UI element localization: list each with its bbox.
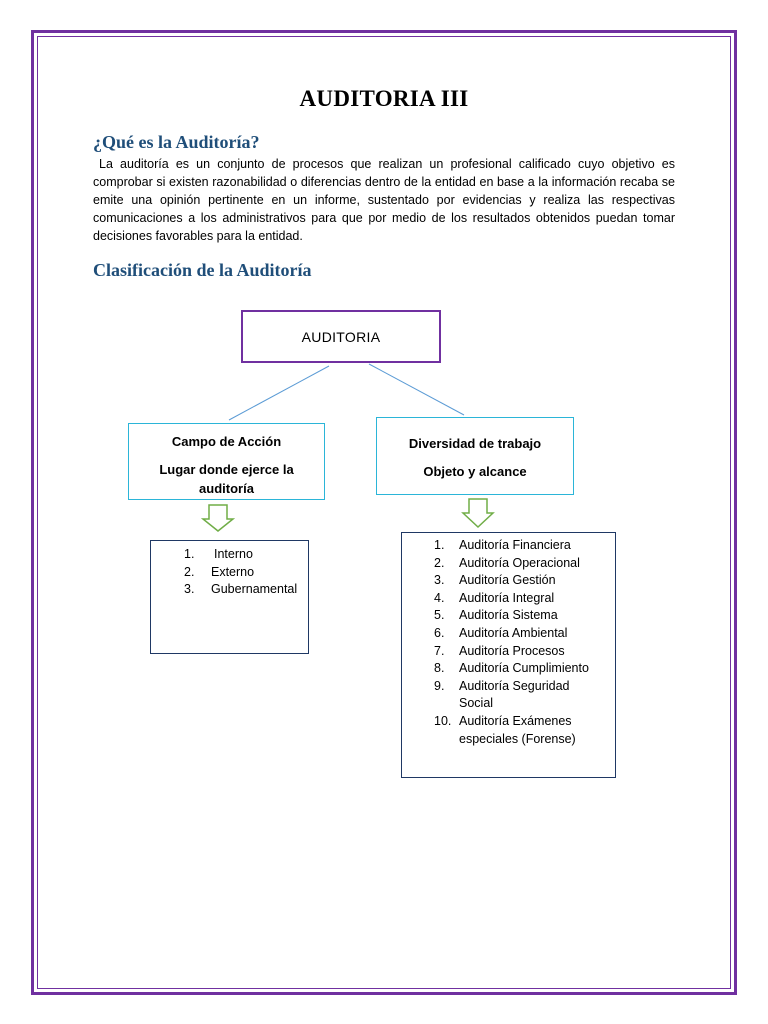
- list-item: [184, 546, 308, 564]
- diagram-node-campo-accion: [128, 423, 325, 500]
- node-title: Diversidad de trabajo: [408, 436, 542, 451]
- item-number: 2.: [184, 564, 195, 579]
- item-label: Auditoría Seguridad Social: [459, 678, 570, 711]
- item-label: Auditoría Cumplimiento: [459, 661, 589, 676]
- item-label: Auditoría Exámenes especiales (Forense): [459, 713, 576, 746]
- item-number: 3.: [434, 573, 445, 588]
- diagram-root-node: AUDITORIA: [241, 310, 441, 363]
- item-label: Externo: [211, 564, 255, 579]
- item-label: Gubernamental: [211, 582, 298, 597]
- item-number: 1.: [434, 538, 445, 552]
- list-item: [184, 564, 308, 582]
- list-campo-accion: [150, 540, 309, 654]
- item-number: 10.: [434, 713, 452, 728]
- list-item: [434, 555, 615, 573]
- node-subtitle: Lugar donde ejerce la auditoría: [159, 462, 294, 496]
- item-label: Auditoría Operacional: [459, 555, 580, 570]
- item-label: Interno: [214, 547, 253, 561]
- section-heading-what-is: ¿Qué es la Auditoría?: [93, 132, 260, 152]
- down-arrow-icon: [203, 505, 233, 531]
- list-item: [434, 660, 615, 678]
- item-label: Auditoría Ambiental: [459, 625, 568, 640]
- item-label: Auditoría Financiera: [459, 538, 571, 552]
- connector-right: [369, 364, 464, 415]
- item-number: 3.: [184, 582, 195, 597]
- item-label: Auditoría Gestión: [459, 573, 556, 588]
- document-title: AUDITORIA III: [299, 86, 469, 111]
- item-number: 2.: [434, 555, 445, 570]
- item-number: 6.: [434, 625, 445, 640]
- definition-paragraph: La auditoría es un conjunto de procesos que realizan un profesional calificado cuyo objetivo es comprobar si existen razonabilidad o diferencias dentro de la entidad en base a la información recaba se emite una opinión pertinente en un informe, sustentado por evidencias y realiza las respectivas comunicaciones a los administrativos para que por medio de los resultados obtenidos puedan tomar decisiones favorables para la entidad.: [93, 157, 675, 243]
- item-label: Auditoría Integral: [459, 590, 555, 605]
- item-label: Auditoría Procesos: [459, 643, 565, 658]
- section-heading-classification: Clasificación de la Auditoría: [93, 260, 312, 280]
- item-label: Auditoría Sistema: [459, 608, 558, 623]
- list-item: [434, 678, 615, 713]
- list-item: [434, 607, 615, 625]
- item-number: 9.: [434, 678, 445, 693]
- item-number: 1.: [184, 547, 195, 561]
- connector-left: [229, 366, 329, 420]
- list-item: [434, 625, 615, 643]
- list-item: [434, 572, 615, 590]
- item-number: 7.: [434, 643, 445, 658]
- item-number: 4.: [434, 590, 445, 605]
- list-item: [184, 581, 308, 599]
- list-diversidad-trabajo: [401, 532, 616, 778]
- list-item: [434, 713, 615, 748]
- diagram-node-diversidad-trabajo: [376, 417, 574, 495]
- item-number: 5.: [434, 608, 445, 623]
- list-item: [434, 590, 615, 608]
- node-title: Campo de Acción: [171, 434, 282, 449]
- list-item: [434, 537, 615, 555]
- item-number: 8.: [434, 661, 445, 676]
- node-subtitle: Objeto y alcance: [423, 464, 527, 479]
- down-arrow-icon: [463, 499, 493, 527]
- list-item: [434, 643, 615, 661]
